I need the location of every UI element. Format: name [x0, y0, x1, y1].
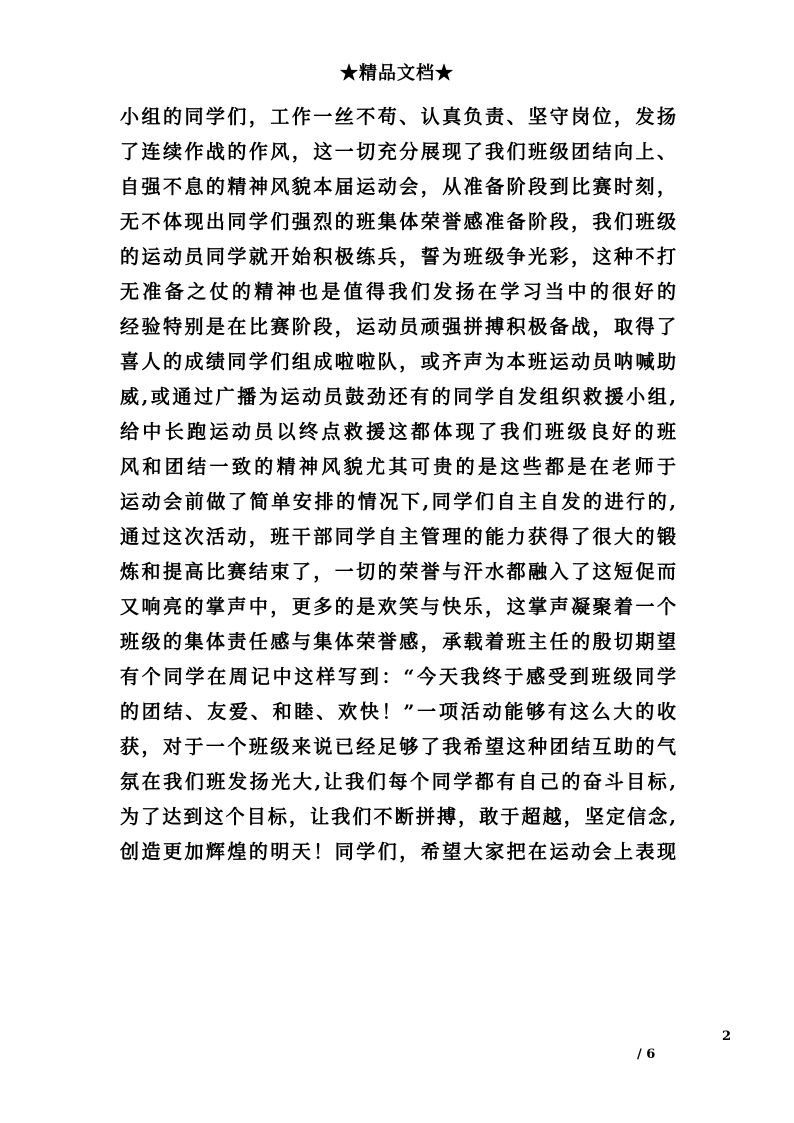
text-line: 运动会前做了简单安排的情况下,同学们自主自发的进行的,: [120, 491, 676, 513]
text-line: 获，对于一个班级来说已经足够了我希望这种团结互助的气: [120, 736, 676, 758]
text-line: 无不体现出同学们强烈的班集体荣誉感准备阶段，我们班级: [120, 211, 676, 233]
text-line: 通过这次活动，班干部同学自主管理的能力获得了很大的锻: [120, 526, 676, 548]
text-line: 威,或通过广播为运动员鼓劲还有的同学自发组织救援小组,: [120, 386, 676, 408]
text-line: 班级的集体责任感与集体荣誉感，承载着班主任的殷切期望: [120, 631, 676, 653]
text-line: 有个同学在周记中这样写到：“今天我终于感受到班级同学: [120, 666, 676, 688]
text-line: 的团结、友爱、和睦、欢快！”一项活动能够有这么大的收: [120, 701, 676, 723]
text-line: 了连续作战的作风，这一切充分展现了我们班级团结向上、: [120, 141, 676, 163]
page-number: 2: [722, 1029, 732, 1044]
document-body: [120, 100, 676, 870]
text-line: 给中长跑运动员以终点救援这都体现了我们班级良好的班: [120, 421, 676, 443]
text-line: 无准备之仗的精神也是值得我们发扬在学习当中的很好的: [120, 281, 676, 303]
text-line: 风和团结一致的精神风貌尤其可贵的是这些都是在老师于: [120, 456, 676, 478]
text-line: 经验特别是在比赛阶段，运动员顽强拼搏积极备战，取得了: [120, 316, 676, 338]
text-line: 喜人的成绩同学们组成啦啦队，或齐声为本班运动员呐喊助: [120, 351, 676, 373]
text-line: 氛在我们班发扬光大,让我们每个同学都有自己的奋斗目标,: [120, 771, 676, 793]
document-header: ★精品文档★: [340, 63, 454, 84]
text-line: 自强不息的精神风貌本届运动会，从准备阶段到比赛时刻，: [120, 176, 676, 198]
text-line: 小组的同学们，工作一丝不苟、认真负责、坚守岗位，发扬: [120, 106, 676, 128]
page-total: / 6: [637, 1047, 656, 1062]
text-line: 炼和提高比赛结束了，一切的荣誉与汗水都融入了这短促而: [120, 561, 676, 583]
text-line: 的运动员同学就开始积极练兵，誓为班级争光彩，这种不打: [120, 246, 676, 268]
text-line: 为了达到这个目标，让我们不断拼搏，敢于超越，坚定信念,: [120, 806, 676, 828]
text-line: 又响亮的掌声中，更多的是欢笑与快乐，这掌声凝聚着一个: [120, 596, 676, 618]
text-line: 创造更加辉煌的明天！同学们，希望大家把在运动会上表现: [120, 841, 676, 863]
